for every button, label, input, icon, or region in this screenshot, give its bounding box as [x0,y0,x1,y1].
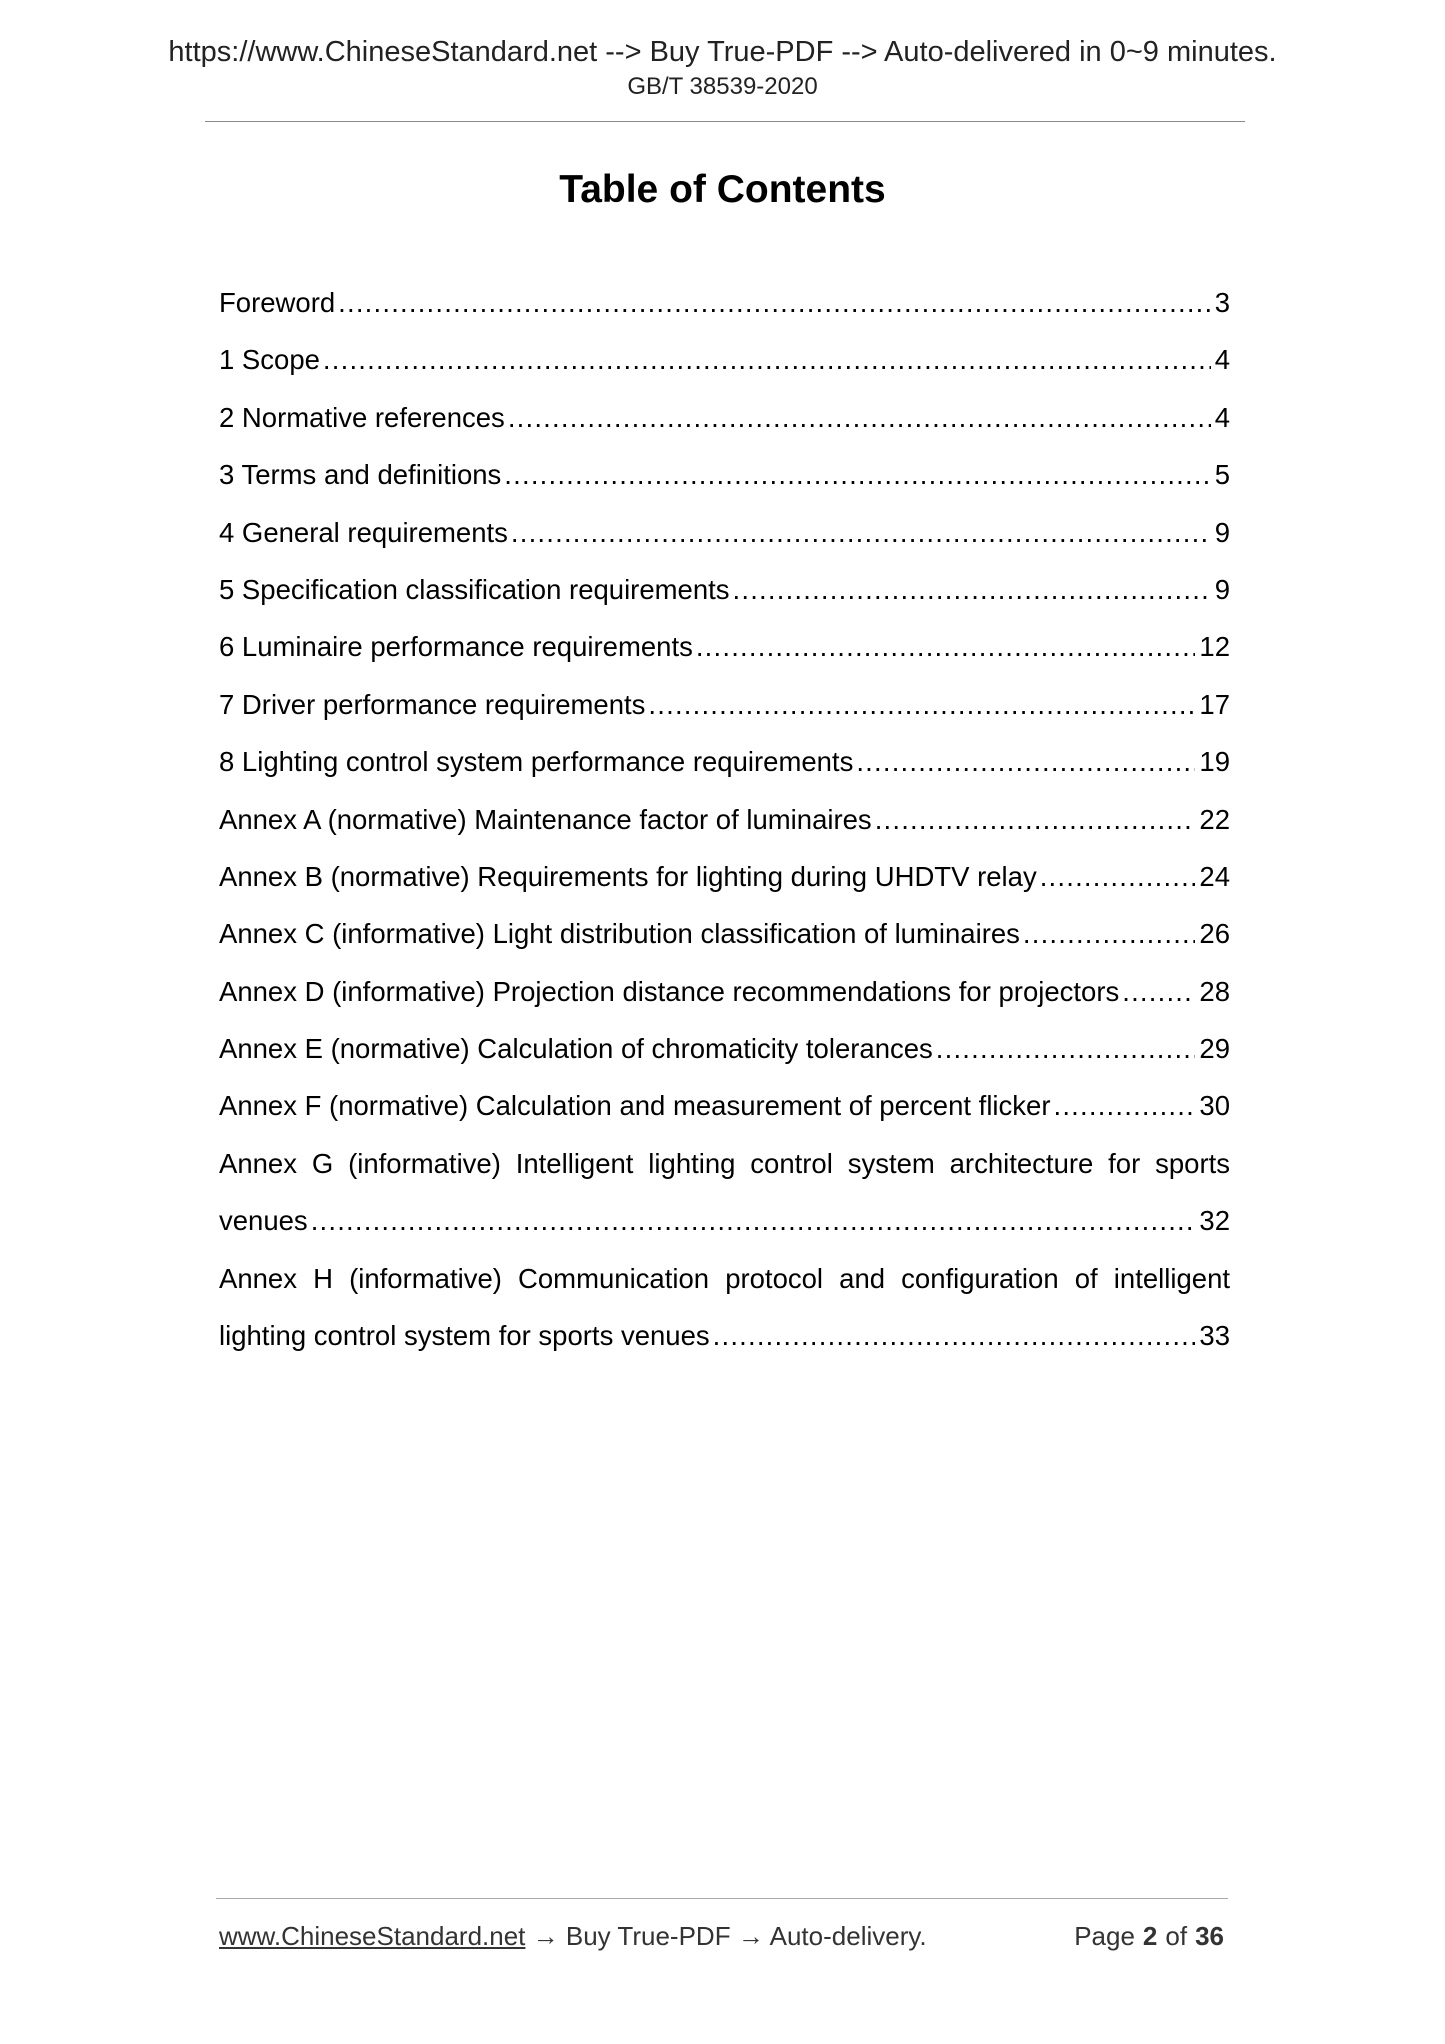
toc-entry-label: 6 Luminaire performance requirements [219,631,693,663]
toc-entry-page: 19 [1199,746,1230,778]
toc-entry-page: 5 [1214,459,1230,491]
document-id: GB/T 38539-2020 [627,73,818,100]
toc-entry-normative-references[interactable] [219,389,1230,446]
toc-entry-label: Annex F (normative) Calculation and measurement of percent flicker [219,1090,1051,1122]
toc-entry-label-line1: Annex H (informative) Communication protocol and configuration of intelligent [219,1262,1230,1294]
toc-leader-dots [648,676,1195,733]
toc-entry-label: Annex A (normative) Maintenance factor of luminaires [219,803,872,835]
toc-entry-label: lighting control system for sports venues [219,1320,710,1352]
toc-entry-label: 5 Specification classification requirements [219,573,730,605]
toc-entry-lighting-control-system[interactable] [219,733,1230,790]
toc-entry-annex-f[interactable] [219,1077,1230,1134]
of-label: of [1165,1921,1188,1951]
toc-entry-annex-c[interactable] [219,905,1230,962]
toc-leader-dots [311,1192,1196,1249]
footer-divider [216,1898,1228,1899]
toc-entry-label: Annex C (informative) Light distribution classification of luminaires [219,918,1020,950]
toc-entry-label-line1: Annex G (informative) Intelligent lighting control system architecture for sports [219,1147,1230,1179]
toc-entry-page: 17 [1199,688,1230,720]
toc-entry-label: 7 Driver performance requirements [219,688,646,720]
website-link[interactable]: www.ChineseStandard.net [219,1921,526,1951]
toc-entry-label: Annex E (normative) Calculation of chromaticity tolerances [219,1033,933,1065]
page-title: Table of Contents [559,168,886,211]
toc-leader-dots [1040,848,1196,905]
table-of-contents [219,274,1230,1364]
toc-leader-dots [508,389,1211,446]
toc-entry-label: Annex D (informative) Projection distance recommendations for projectors [219,975,1120,1007]
toc-leader-dots [1054,1077,1196,1134]
toc-entry-label: 8 Lighting control system performance requirements [219,746,854,778]
buy-true-pdf-text: Buy True-PDF [565,1921,731,1951]
toc-entry-page: 29 [1199,1033,1230,1065]
toc-entry-label: Foreword [219,287,336,318]
toc-entry-label: Annex B (normative) Requirements for lighting during UHDTV relay [219,860,1037,892]
toc-entry-annex-h[interactable] [219,1250,1230,1365]
toc-leader-dots [713,1307,1196,1364]
toc-leader-dots [936,1020,1196,1077]
toc-entry-annex-a[interactable] [219,791,1230,848]
toc-entry-annex-b[interactable] [219,848,1230,905]
toc-entry-page: 30 [1199,1090,1230,1122]
auto-delivery-text: Auto-delivery. [769,1921,927,1951]
arrow-right-icon: → [737,1921,764,1951]
toc-entry-luminaire-performance[interactable] [219,618,1230,675]
toc-entry-label: 2 Normative references [219,401,505,433]
toc-entry-foreword[interactable] [219,274,1230,331]
toc-entry-label: 1 Scope [219,344,320,376]
total-pages: 36 [1195,1921,1224,1951]
toc-entry-general-requirements[interactable] [219,504,1230,561]
toc-entry-label: 4 General requirements [219,516,508,548]
toc-entry-specification-classification[interactable] [219,561,1230,618]
toc-entry-label: 3 Terms and definitions [219,459,502,491]
toc-leader-dots [338,274,1211,331]
page-label: Page [1074,1921,1135,1951]
toc-entry-page: 4 [1214,344,1230,376]
toc-leader-dots [504,446,1210,503]
toc-entry-annex-e[interactable] [219,1020,1230,1077]
toc-entry-page: 26 [1199,918,1230,950]
header-divider [205,121,1245,122]
toc-entry-scope[interactable] [219,331,1230,388]
toc-entry-terms-definitions[interactable] [219,446,1230,503]
toc-leader-dots [856,733,1195,790]
toc-entry-page: 9 [1214,516,1230,548]
arrow-right-icon: → [532,1921,559,1951]
page-footer [219,1918,1224,1954]
toc-leader-dots [1122,963,1195,1020]
toc-entry-annex-d[interactable] [219,963,1230,1020]
toc-entry-page: 4 [1214,401,1230,433]
toc-entry-page: 12 [1199,631,1230,663]
top-banner: https://www.ChineseStandard.net --> Buy True-PDF --> Auto-delivered in 0~9 minutes. [168,36,1277,68]
toc-entry-page: 24 [1199,860,1230,892]
toc-leader-dots [733,561,1211,618]
toc-entry-page: 9 [1214,573,1230,605]
toc-entry-page: 33 [1199,1320,1230,1352]
toc-entry-annex-g[interactable] [219,1135,1230,1250]
page-number [1074,1918,1224,1954]
current-page: 2 [1142,1921,1158,1951]
toc-entry-driver-performance[interactable] [219,676,1230,733]
toc-leader-dots [696,618,1196,675]
toc-leader-dots [875,791,1196,848]
toc-entry-page: 3 [1214,287,1230,318]
toc-entry-page: 32 [1199,1205,1230,1237]
toc-leader-dots [511,504,1211,561]
toc-entry-page: 28 [1199,975,1230,1007]
toc-leader-dots [1023,905,1196,962]
toc-leader-dots [323,331,1211,388]
toc-entry-page: 22 [1199,803,1230,835]
toc-entry-label: venues [219,1205,308,1237]
